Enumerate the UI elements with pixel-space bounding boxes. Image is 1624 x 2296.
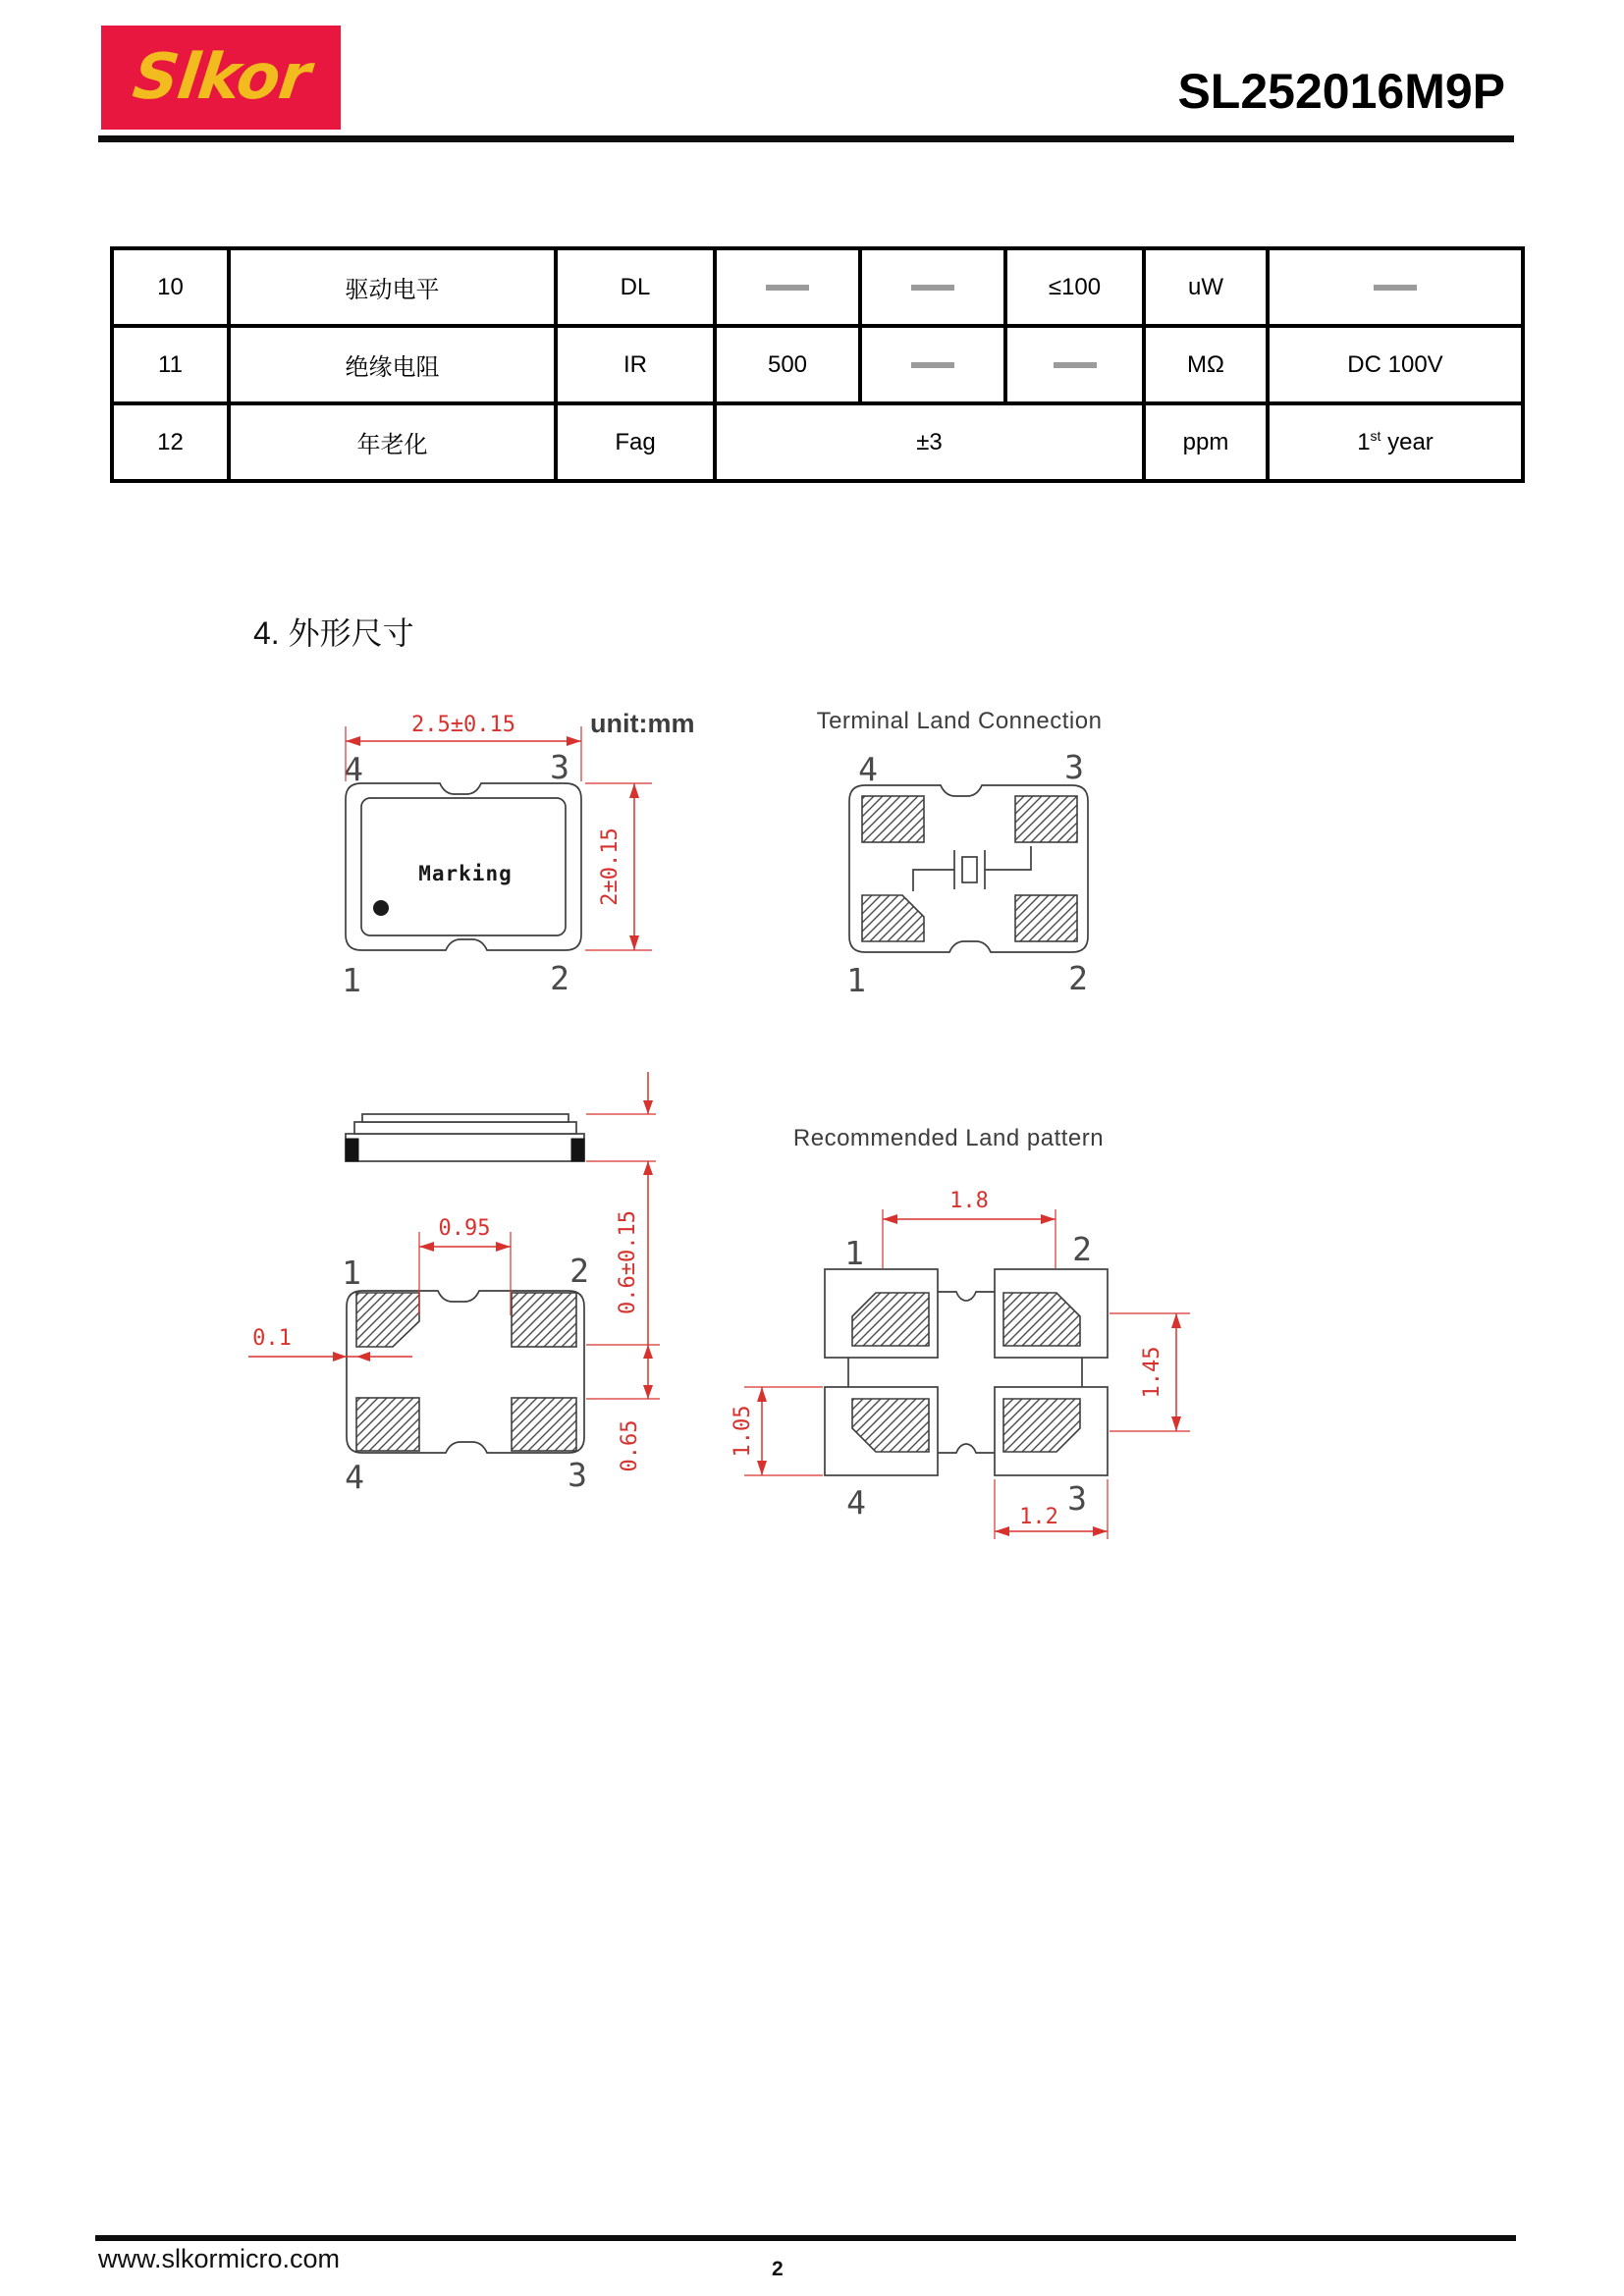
bottom-pad	[512, 1293, 576, 1347]
marking-label: Marking	[418, 862, 513, 885]
dimension-pitch-y: 1.45	[1140, 1346, 1164, 1399]
land-pattern-drawing	[731, 1125, 1190, 1539]
table-cell: DC 100V	[1268, 326, 1523, 403]
side-pad	[346, 1139, 358, 1161]
dimension-row-gap: 0.65	[618, 1419, 642, 1472]
pin-label: 2	[1072, 1230, 1092, 1268]
terminal-pad	[1015, 796, 1077, 842]
table-cell: ≤100	[1005, 248, 1144, 326]
dimension-width: 2.5±0.15	[411, 713, 515, 737]
terminal-title: Terminal Land Connection	[816, 708, 1103, 734]
table-cell: 11	[112, 326, 229, 403]
pin-label: 1	[342, 1254, 361, 1292]
terminal-pad	[862, 796, 924, 842]
table-cell: 1st year	[1268, 403, 1523, 481]
land-pattern-title: Recommended Land pattern	[792, 1125, 1105, 1151]
table-cell: ppm	[1144, 403, 1268, 481]
page-number: 2	[772, 2258, 784, 2280]
pin-label: 3	[1064, 748, 1084, 786]
table-cell: 绝缘电阻	[229, 326, 556, 403]
table-cell: IR	[556, 326, 715, 403]
pin-label: 3	[550, 748, 569, 786]
document-title: SL252016M9P	[1177, 64, 1505, 119]
pin-label: 3	[568, 1456, 587, 1494]
dimension-pad-gap: 0.95	[438, 1216, 491, 1241]
pin-label: 3	[1067, 1479, 1087, 1518]
bottom-pad	[356, 1398, 419, 1451]
package-lid	[354, 1122, 576, 1134]
table-cell: 10	[112, 248, 229, 326]
table-cell: DL	[556, 248, 715, 326]
dimension-pad-width: 1.2	[1019, 1505, 1058, 1529]
package-base	[346, 1134, 584, 1161]
dimension-edge-offset: 0.1	[252, 1326, 292, 1351]
terminal-pad	[1015, 895, 1077, 941]
pin-label: 4	[846, 1483, 866, 1522]
table-cell: uW	[1144, 248, 1268, 326]
terminal-land-connection-drawing	[817, 708, 1103, 999]
table-cell: 500	[715, 326, 860, 403]
package-top	[362, 1114, 568, 1122]
dimension-thickness: 0.6±0.15	[616, 1210, 640, 1314]
table-cell: 驱动电平	[229, 248, 556, 326]
footer-website: www.slkormicro.com	[98, 2244, 341, 2273]
footer-rule	[95, 2235, 1516, 2241]
section-heading: 4. 外形尺寸	[253, 615, 414, 651]
pin-label: 4	[858, 750, 878, 788]
table-cell: 12	[112, 403, 229, 481]
top-view-drawing	[342, 709, 694, 999]
dimension-pad-height: 1.05	[731, 1405, 755, 1458]
unit-label: unit:mm	[590, 709, 695, 738]
pin-label: 2	[569, 1252, 589, 1290]
dimension-height: 2±0.15	[598, 828, 623, 906]
bottom-view-drawing	[248, 1216, 660, 1496]
pin1-dot	[373, 900, 389, 916]
pin-label: 1	[846, 961, 866, 999]
pin-label: 4	[344, 750, 363, 788]
pin-label: 1	[844, 1234, 864, 1272]
table-cell: ±3	[715, 403, 1144, 481]
side-pad	[571, 1139, 584, 1161]
pin-label: 2	[1068, 959, 1088, 997]
logo-text: Slkor	[129, 41, 313, 114]
table-cell: MΩ	[1144, 326, 1268, 403]
bottom-pad	[512, 1398, 576, 1451]
pin-label: 2	[550, 959, 569, 997]
dimension-pitch-x: 1.8	[949, 1189, 989, 1213]
pin-label: 4	[345, 1458, 364, 1496]
table-cell: Fag	[556, 403, 715, 481]
pin-label: 1	[342, 961, 361, 999]
table-cell: 年老化	[229, 403, 556, 481]
